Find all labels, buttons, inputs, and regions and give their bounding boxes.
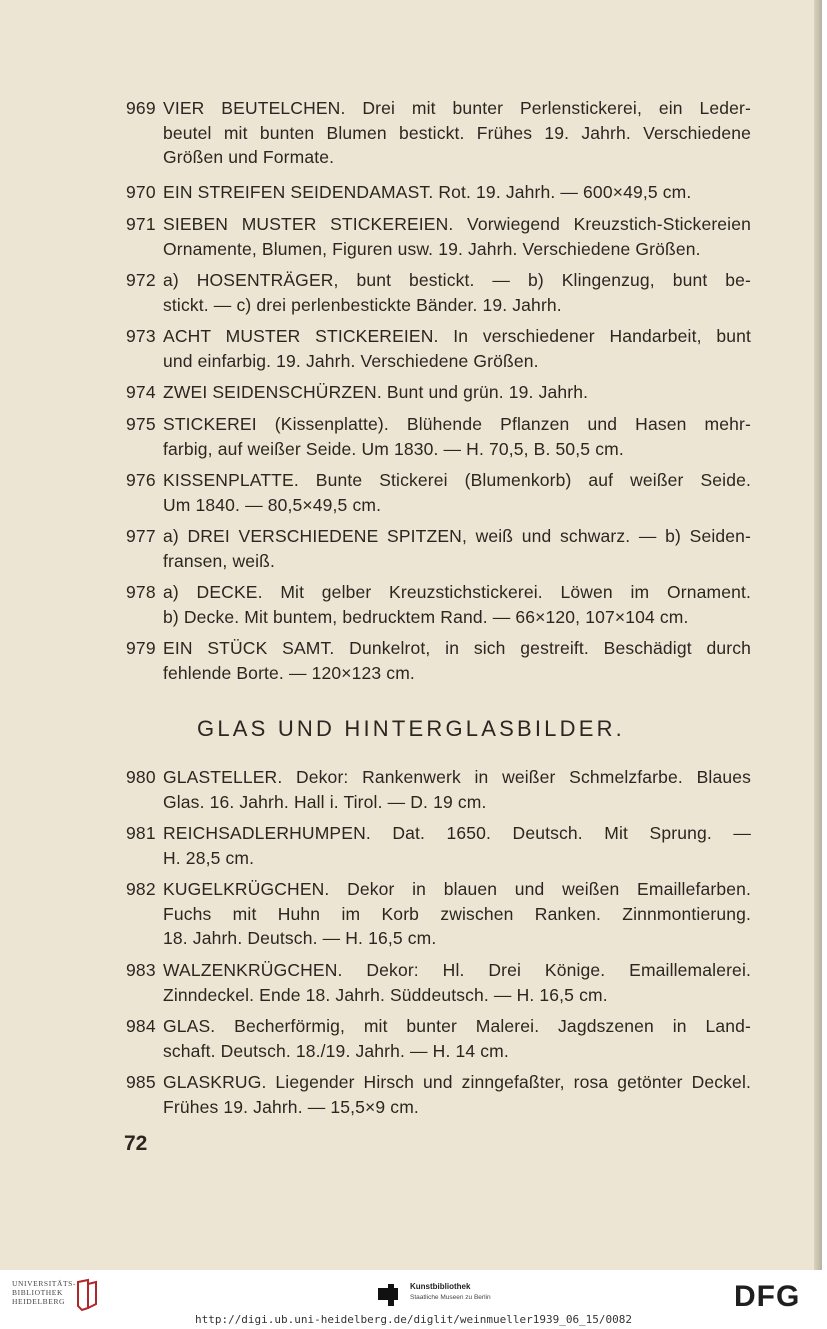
entry-line: beutel mit bunten Blumen bestickt. Frühes 19. Jahrh. Verschiedene: [163, 122, 751, 143]
entry-number: 985: [126, 1072, 156, 1092]
footer-bar: [0, 1270, 827, 1329]
entry-number: 978: [126, 582, 156, 602]
entry-line: a) HOSENTRÄGER, bunt bestickt. — b) Klingenzug, bunt be-: [163, 270, 751, 290]
entry-number: 971: [126, 214, 156, 234]
entry-line: fransen, weiß.: [163, 550, 276, 571]
entry-description: [163, 580, 751, 629]
entry-number: 974: [126, 382, 156, 402]
entry-line: schaft. Deutsch. 18./19. Jahrh. — H. 14 cm.: [163, 1040, 509, 1061]
entry-number: 969: [126, 98, 156, 118]
section-title: GLAS UND HINTERGLASBILDER.: [197, 716, 625, 741]
kunstbibliothek-subtitle: Staatliche Museen zu Berlin: [410, 1294, 491, 1301]
page-edge-shadow: [814, 0, 822, 1270]
entry-line: H. 28,5 cm.: [163, 847, 255, 868]
entry-description: [163, 636, 751, 685]
kunstbibliothek-emblem-icon: [378, 1284, 402, 1306]
entry-description: [163, 524, 751, 573]
entry-number: 984: [126, 1016, 156, 1036]
uni-logo-line: UNIVERSITÄTS-: [12, 1279, 77, 1288]
entry-number: 981: [126, 823, 156, 843]
entry-line: Fuchs mit Huhn im Korb zwischen Ranken. Zinnmontierung.: [163, 903, 751, 924]
kunstbibliothek-title: Kunstbibliothek: [410, 1282, 471, 1291]
entry-description: [163, 324, 751, 373]
entry-line: Größen und Formate.: [163, 147, 335, 167]
entry-line: Glas. 16. Jahrh. Hall i. Tirol. — D. 19 cm.: [163, 791, 487, 812]
entry-line: stickt. — c) drei perlenbestickte Bänder. 19. Jahrh.: [163, 294, 562, 315]
entry-number: 972: [126, 270, 156, 290]
uni-logo-line: HEIDELBERG: [12, 1297, 66, 1306]
entry-line: 18. Jahrh. Deutsch. — H. 16,5 cm.: [163, 928, 437, 948]
entry-line: a) DECKE. Mit gelber Kreuzstichstickerei. Löwen im Ornament.: [163, 582, 751, 602]
entry-description: [163, 821, 751, 870]
entry-line: KISSENPLATTE. Bunte Stickerei (Blumenkorb) auf weißer Seide.: [163, 470, 751, 490]
entry-number: 970: [126, 182, 156, 202]
entry-number: 980: [126, 767, 156, 787]
entry-number: 976: [126, 470, 156, 490]
entry-line: EIN STÜCK SAMT. Dunkelrot, in sich gestreift. Beschädigt durch: [163, 638, 751, 658]
entry-line: a) DREI VERSCHIEDENE SPITZEN, weiß und schwarz. — b) Seiden-: [163, 526, 751, 546]
uni-logo-line: BIBLIOTHEK: [12, 1288, 63, 1297]
entry-line: GLASKRUG. Liegender Hirsch und zinngefaßter, rosa getönter Deckel.: [163, 1072, 751, 1092]
entry-line: Um 1840. — 80,5×49,5 cm.: [163, 494, 382, 515]
entry-description: [163, 958, 751, 1007]
entry-line: Ornamente, Blumen, Figuren usw. 19. Jahrh. Verschiedene Größen.: [163, 238, 701, 259]
entry-line: WALZENKRÜGCHEN. Dekor: Hl. Drei Könige. Emaillemalerei.: [163, 960, 751, 980]
entry-number: 977: [126, 526, 156, 546]
dfg-logo[interactable]: DFG: [734, 1280, 801, 1313]
entry-line: GLASTELLER. Dekor: Rankenwerk in weißer Schmelzfarbe. Blaues: [163, 767, 751, 787]
entry-description: [163, 96, 751, 170]
entry-line: GLAS. Becherförmig, mit bunter Malerei. Jagdszenen in Land-: [163, 1016, 751, 1036]
entry-line: KUGELKRÜGCHEN. Dekor in blauen und weißen Emaillefarben.: [163, 879, 751, 899]
entry-line: b) Decke. Mit buntem, bedrucktem Rand. — 66×120, 107×104 cm.: [163, 606, 689, 627]
entry-line: VIER BEUTELCHEN. Drei mit bunter Perlenstickerei, ein Leder-: [163, 98, 751, 118]
entry-number: 973: [126, 326, 156, 346]
entry-description: [163, 268, 751, 317]
entry-line: EIN STREIFEN SEIDENDAMAST. Rot. 19. Jahrh. — 600×49,5 cm.: [163, 182, 692, 202]
entry-line: Zinndeckel. Ende 18. Jahrh. Süddeutsch. — H. 16,5 cm.: [163, 984, 608, 1005]
entry-line: und einfarbig. 19. Jahrh. Verschiedene Größen.: [163, 350, 539, 371]
page-number: 72: [124, 1132, 148, 1155]
entry-line: farbig, auf weißer Seide. Um 1830. — H. 70,5, B. 50,5 cm.: [163, 438, 624, 459]
university-emblem-icon: [74, 1278, 100, 1312]
entry-line: ACHT MUSTER STICKEREIEN. In verschiedener Handarbeit, bunt: [163, 326, 751, 346]
entry-line: fehlende Borte. — 120×123 cm.: [163, 662, 415, 683]
entry-line: STICKEREI (Kissenplatte). Blühende Pflanzen und Hasen mehr-: [163, 414, 751, 434]
entry-number: 982: [126, 879, 156, 899]
entry-description: [163, 180, 751, 205]
entry-description: [163, 765, 751, 814]
entry-line: SIEBEN MUSTER STICKEREIEN. Vorwiegend Kreuzstich-Stickereien: [163, 214, 751, 234]
entry-description: [163, 1014, 751, 1063]
source-url-link[interactable]: http://digi.ub.uni-heidelberg.de/diglit/weinmueller1939_06_15/0082: [194, 1313, 633, 1326]
entry-description: [163, 468, 751, 517]
entry-description: [163, 412, 751, 461]
entry-number: 983: [126, 960, 156, 980]
university-library-logo[interactable]: [12, 1279, 76, 1306]
entry-description: [163, 1070, 751, 1119]
entry-description: [163, 380, 751, 405]
entry-line: REICHSADLERHUMPEN. Dat. 1650. Deutsch. Mit Sprung. —: [163, 823, 751, 843]
entry-description: [163, 212, 751, 261]
entry-line: Frühes 19. Jahrh. — 15,5×9 cm.: [163, 1096, 419, 1117]
entry-number: 975: [126, 414, 156, 434]
entry-description: [163, 877, 751, 951]
entry-number: 979: [126, 638, 156, 658]
entry-line: ZWEI SEIDENSCHÜRZEN. Bunt und grün. 19. Jahrh.: [163, 382, 589, 402]
